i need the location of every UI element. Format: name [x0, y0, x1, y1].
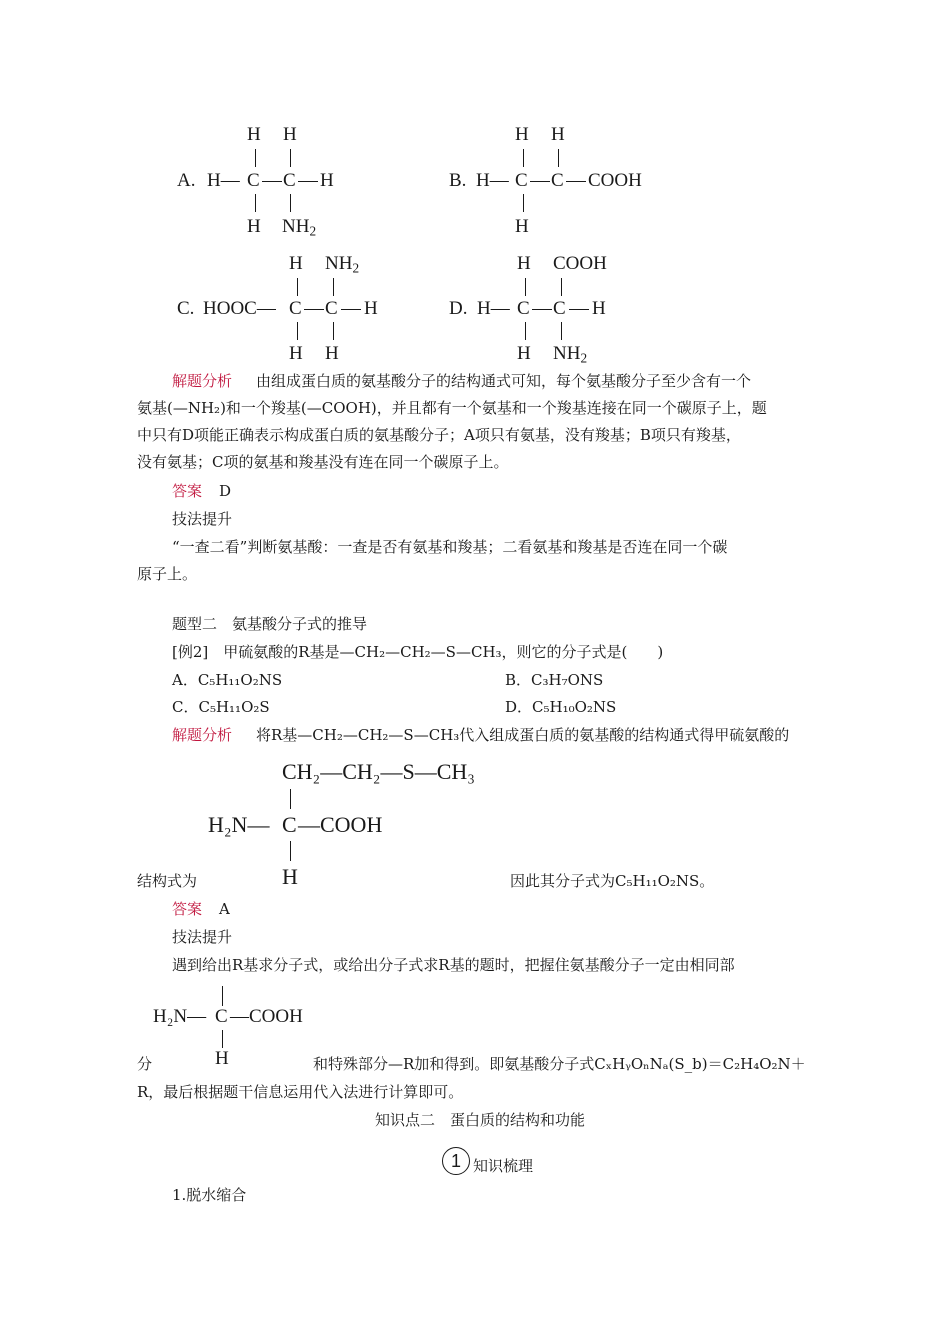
atom-h: H	[551, 124, 565, 145]
amino-group	[282, 216, 316, 238]
subsection-title: 知识梳理	[473, 1157, 534, 1175]
atom-c: C	[551, 170, 564, 191]
amino-text: NH	[325, 253, 353, 274]
atom-h: H	[282, 864, 298, 889]
atom-c: C	[515, 170, 528, 191]
subscript: 2	[580, 350, 588, 366]
bond-line	[558, 149, 559, 167]
amino-text: NH	[282, 216, 310, 237]
bond-line	[523, 149, 524, 167]
bond-line	[222, 986, 223, 1006]
option-a: A．C₅H₁₁O₂NS	[172, 671, 283, 689]
tip-title: 技法提升	[172, 928, 233, 946]
atom-h: H	[289, 253, 303, 274]
bond-line	[561, 322, 562, 340]
analysis-text: 氨基(—NH₂)和一个羧基(—COOH)，并且都有一个氨基和一个羧基连接在同一个碳原子上，题	[137, 399, 767, 417]
bond-line	[566, 181, 586, 182]
bond-line	[525, 322, 526, 340]
atom-c: C	[247, 170, 260, 191]
atom-c: C	[289, 298, 302, 319]
option-label: D.	[449, 298, 468, 319]
bond-line	[255, 194, 256, 212]
option-d: D．C₅H₁₀O₂NS	[505, 698, 617, 716]
analysis-text: 没有氨基；C项的氨基和羧基没有连在同一个碳原子上。	[137, 453, 509, 471]
atom-h: H	[289, 343, 303, 364]
atom-h: H—	[476, 170, 509, 191]
answer-tag: 答案	[172, 482, 203, 500]
atom-h: H	[517, 253, 531, 274]
subscript: 2	[352, 260, 360, 276]
atom-h: H	[325, 343, 339, 364]
bond-line	[561, 278, 562, 296]
r-group: CH₂—CH₂—S—CH₃	[282, 759, 475, 784]
bond-line	[290, 841, 291, 861]
bond-line	[297, 322, 298, 340]
tip-text: 遇到给出R基求分子式，或给出分子式求R基的题时，把握住氨基酸分子一定由相同部	[172, 956, 735, 974]
atom-c: C	[325, 298, 338, 319]
bond-line	[333, 322, 334, 340]
amino-group: H₂N—	[153, 1006, 207, 1027]
bond-line	[569, 309, 589, 310]
bond-line	[290, 194, 291, 212]
bond-line	[341, 309, 361, 310]
analysis-tag: 解题分析	[172, 726, 233, 744]
tip-text: R，最后根据题干信息运用代入法进行计算即可。	[137, 1083, 464, 1101]
bond-line	[297, 278, 298, 296]
atom-h: H—	[207, 170, 240, 191]
atom-h: H	[247, 216, 261, 237]
bond-line	[530, 181, 550, 182]
bond-line	[298, 181, 318, 182]
analysis-text: 结构式为	[137, 872, 198, 890]
tip-text: 原子上。	[137, 565, 198, 583]
analysis-text: 由组成蛋白质的氨基酸分子的结构通式可知，每个氨基酸分子至少含有一个	[256, 372, 752, 390]
option-label: B.	[449, 170, 467, 191]
atom-h: H	[320, 170, 334, 191]
bond-line	[523, 194, 524, 212]
tip-text: 和特殊部分—R加和得到。即氨基酸分子式CₓHᵧOₙNₐ(S_b)＝C₂H₄O₂N＋	[313, 1055, 806, 1073]
item-heading: 1.脱水缩合	[172, 1186, 247, 1204]
option-label: A.	[177, 170, 196, 191]
atom-h: H—	[477, 298, 510, 319]
carboxyl-group: —COOH	[230, 1006, 303, 1027]
analysis-text: 中只有D项能正确表示构成蛋白质的氨基酸分子；A项只有氨基，没有羧基；B项只有羧基，	[137, 426, 741, 444]
atom-h: H	[515, 124, 529, 145]
carboxyl-group: —COOH	[298, 812, 383, 837]
tip-title: 技法提升	[172, 510, 233, 528]
example-stem: [例2] 甲硫氨酸的R基是—CH₂—CH₂—S—CH₃，则它的分子式是( )	[172, 643, 664, 661]
tip-text: “一查二看”判断氨基酸：一查是否有氨基和羧基；二看氨基和羧基是否连在同一个碳	[172, 538, 728, 556]
atom-c: C	[283, 170, 296, 191]
atom-h: H	[515, 216, 529, 237]
analysis-text: 因此其分子式为C₅H₁₁O₂NS。	[510, 872, 715, 890]
answer-tag: 答案	[172, 900, 203, 918]
atom-h: H	[215, 1048, 229, 1069]
option-c: C．C₅H₁₁O₂S	[172, 698, 270, 716]
section-title: 知识点二 蛋白质的结构和功能	[375, 1111, 586, 1129]
amino-group	[325, 253, 359, 275]
question-type-title: 题型二 氨基酸分子式的推导	[172, 615, 368, 633]
atom-c: C	[282, 812, 297, 837]
bond-line	[532, 309, 552, 310]
circled-number-icon: 1	[442, 1147, 470, 1175]
amino-group: H₂N—	[208, 812, 270, 837]
atom-c: C	[215, 1006, 228, 1027]
atom-c: C	[517, 298, 530, 319]
atom-h: H	[517, 343, 531, 364]
option-b: B．C₃H₇ONS	[505, 671, 604, 689]
analysis-text: 将R基—CH₂—CH₂—S—CH₃代入组成蛋白质的氨基酸的结构通式得甲硫氨酸的	[256, 726, 790, 744]
carboxyl-group: COOH	[588, 170, 642, 191]
atom-h: H	[247, 124, 261, 145]
bond-line	[304, 309, 324, 310]
bond-line	[525, 278, 526, 296]
amino-text: NH	[553, 343, 581, 364]
analysis-tag: 解题分析	[172, 372, 233, 390]
bond-line	[262, 181, 282, 182]
tip-text: 分	[137, 1055, 153, 1073]
bond-line	[255, 149, 256, 167]
amino-group	[553, 343, 587, 365]
atom-h: H	[364, 298, 378, 319]
bond-line	[290, 789, 291, 809]
bond-line	[290, 149, 291, 167]
answer-value: A	[219, 900, 230, 918]
atom-c: C	[553, 298, 566, 319]
atom-h: H	[283, 124, 297, 145]
carboxyl-group: COOH	[553, 253, 607, 274]
carboxyl-group: HOOC—	[203, 298, 276, 319]
option-label: C.	[177, 298, 195, 319]
bond-line	[222, 1030, 223, 1048]
answer-value: D	[219, 482, 232, 500]
atom-h: H	[592, 298, 606, 319]
subscript: 2	[309, 223, 317, 239]
bond-line	[333, 278, 334, 296]
